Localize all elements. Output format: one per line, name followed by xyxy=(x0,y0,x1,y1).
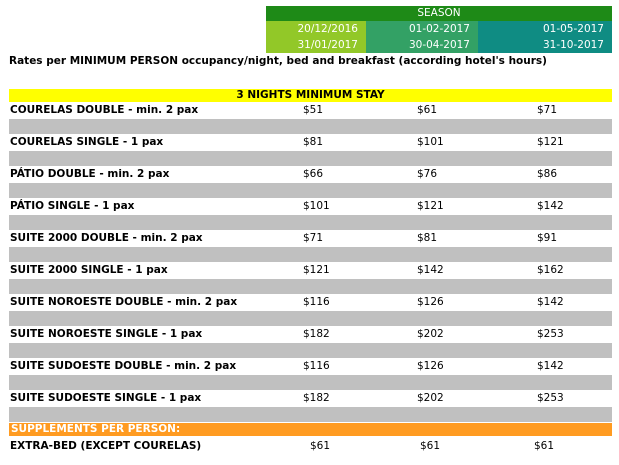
room-price: $182 xyxy=(303,328,330,340)
room-price: $126 xyxy=(417,296,444,308)
room-price: $202 xyxy=(417,392,444,404)
minimum-stay-banner: 3 NIGHTS MINIMUM STAY xyxy=(9,89,612,102)
room-name: SUITE 2000 SINGLE - 1 pax xyxy=(10,264,168,276)
room-price: $81 xyxy=(303,136,324,148)
table-row xyxy=(9,390,612,407)
room-price: $126 xyxy=(417,360,444,372)
room-price: $76 xyxy=(417,168,438,180)
table-row xyxy=(9,102,612,119)
season-header: SEASON xyxy=(266,6,612,21)
table-row xyxy=(9,326,612,343)
season-period-1 xyxy=(266,21,366,53)
room-name: SUITE 2000 DOUBLE - min. 2 pax xyxy=(10,232,203,244)
room-price: $71 xyxy=(537,104,558,116)
row-separator xyxy=(9,183,612,198)
season-period-3-from: 01-05-2017 xyxy=(542,23,604,35)
row-separator xyxy=(9,247,612,262)
room-price: $101 xyxy=(303,200,330,212)
table-row xyxy=(9,230,612,247)
season-period-1-to: 31/01/2017 xyxy=(297,39,358,51)
table-row xyxy=(9,134,612,151)
room-price: $121 xyxy=(417,200,444,212)
season-period-3 xyxy=(478,21,612,53)
table-row xyxy=(9,294,612,311)
season-period-2-to: 30-04-2017 xyxy=(408,39,470,51)
row-separator xyxy=(9,151,612,166)
supplements-banner: SUPPLEMENTS PER PERSON: xyxy=(9,423,612,436)
room-price: $253 xyxy=(537,328,564,340)
room-price: $121 xyxy=(303,264,330,276)
room-price: $91 xyxy=(537,232,558,244)
row-separator xyxy=(9,407,612,422)
room-name: SUITE SUDOESTE DOUBLE - min. 2 pax xyxy=(10,360,237,372)
room-price: $66 xyxy=(303,168,324,180)
season-period-2-from: 01-02-2017 xyxy=(408,23,470,35)
row-separator xyxy=(9,375,612,390)
room-price: $116 xyxy=(303,296,330,308)
room-price: $182 xyxy=(303,392,330,404)
supplement-price: $61 xyxy=(420,440,441,452)
table-row xyxy=(9,166,612,183)
room-name: SUITE NOROESTE DOUBLE - min. 2 pax xyxy=(10,296,238,308)
rates-subtitle: Rates per MINIMUM PERSON occupancy/night, bed and breakfast (according hotel's hours) xyxy=(9,55,547,67)
room-price: $142 xyxy=(537,200,564,212)
season-period-2 xyxy=(366,21,478,53)
room-price: $86 xyxy=(537,168,558,180)
table-row xyxy=(9,262,612,279)
room-price: $101 xyxy=(417,136,444,148)
room-price: $162 xyxy=(537,264,564,276)
season-period-3-to: 31-10-2017 xyxy=(542,39,604,51)
room-price: $61 xyxy=(417,104,438,116)
row-separator xyxy=(9,119,612,134)
room-price: $142 xyxy=(417,264,444,276)
room-price: $51 xyxy=(303,104,324,116)
supplement-name: EXTRA-BED (EXCEPT COURELAS) xyxy=(10,440,202,452)
room-name: SUITE SUDOESTE SINGLE - 1 pax xyxy=(10,392,202,404)
room-price: $142 xyxy=(537,296,564,308)
row-separator xyxy=(9,215,612,230)
room-price: $253 xyxy=(537,392,564,404)
room-name: COURELAS SINGLE - 1 pax xyxy=(10,136,164,148)
row-separator xyxy=(9,343,612,358)
row-separator xyxy=(9,311,612,326)
row-separator xyxy=(9,279,612,294)
room-name: COURELAS DOUBLE - min. 2 pax xyxy=(10,104,199,116)
room-name: SUITE NOROESTE SINGLE - 1 pax xyxy=(10,328,203,340)
room-price: $71 xyxy=(303,232,324,244)
room-price: $121 xyxy=(537,136,564,148)
room-price: $202 xyxy=(417,328,444,340)
table-row xyxy=(9,438,612,455)
room-price: $116 xyxy=(303,360,330,372)
room-name: PÁTIO SINGLE - 1 pax xyxy=(10,200,135,212)
table-row xyxy=(9,358,612,375)
table-row xyxy=(9,198,612,215)
supplement-price: $61 xyxy=(534,440,555,452)
room-name: PÁTIO DOUBLE - min. 2 pax xyxy=(10,168,170,180)
room-price: $142 xyxy=(537,360,564,372)
season-period-1-from: 20/12/2016 xyxy=(297,23,358,35)
supplement-price: $61 xyxy=(310,440,331,452)
room-price: $81 xyxy=(417,232,438,244)
